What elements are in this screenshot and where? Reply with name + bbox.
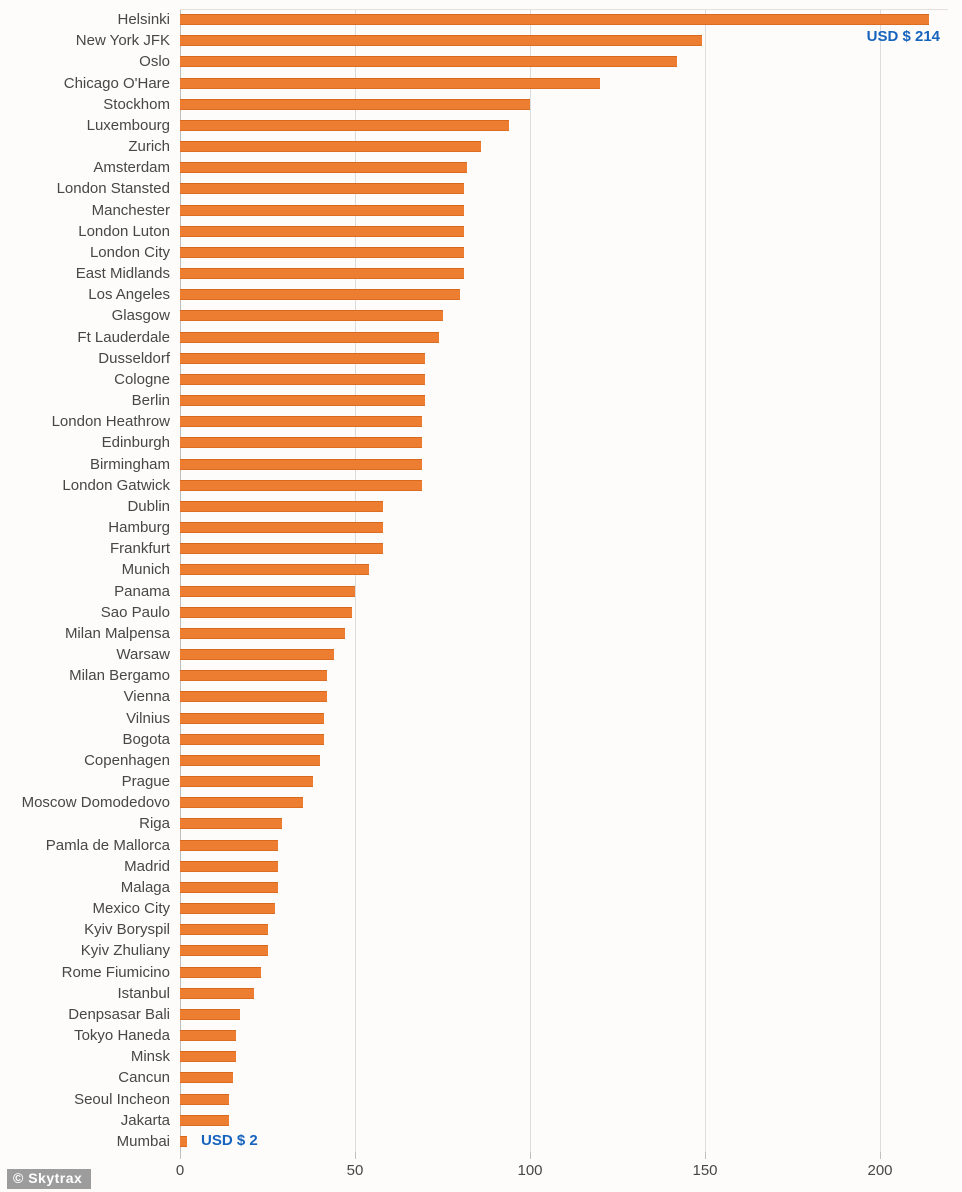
bar: [180, 437, 422, 448]
bar: [180, 501, 383, 512]
bar: [180, 840, 278, 851]
bar: [180, 1094, 229, 1105]
tick-mark: [705, 1152, 706, 1159]
gridline: [705, 9, 706, 1152]
bar: [180, 649, 334, 660]
category-label: Jakarta: [120, 1111, 170, 1129]
tick-label: 150: [692, 1162, 718, 1179]
bar: [180, 988, 254, 999]
plot-top-border: [180, 9, 948, 10]
bar: [180, 289, 460, 300]
category-label: Minsk: [130, 1048, 170, 1066]
bar: [180, 945, 268, 956]
bar: [180, 226, 464, 237]
category-label: Mexico City: [92, 900, 170, 917]
category-label: Dublin: [127, 497, 170, 515]
bar: [180, 480, 422, 491]
gridline: [880, 9, 881, 1152]
category-label: Birmingham: [89, 455, 170, 473]
category-label: Los Angeles: [88, 286, 170, 304]
bar: [180, 416, 422, 427]
tick-label: 100: [517, 1162, 543, 1179]
bar: [180, 78, 600, 89]
bar: [180, 14, 929, 25]
bar: [180, 162, 467, 173]
bar: [180, 1136, 187, 1147]
bar: [180, 1051, 236, 1062]
category-label: Amsterdam: [93, 159, 170, 177]
bar: [180, 734, 324, 745]
bar: [180, 268, 464, 279]
bar: [180, 1072, 233, 1083]
max-value-label: USD $ 214: [866, 28, 940, 45]
category-label: Munich: [121, 561, 170, 579]
category-label: Rome Fiumicino: [61, 963, 170, 981]
bar: [180, 35, 702, 46]
bar: [180, 903, 275, 914]
bar: [180, 120, 509, 131]
category-label: Malaga: [120, 878, 170, 896]
category-label: Seoul Incheon: [74, 1090, 170, 1108]
bar: [180, 628, 345, 639]
bar: [180, 586, 355, 597]
category-label: Hamburg: [108, 519, 170, 536]
bar: [180, 713, 324, 724]
category-label: Bogota: [122, 730, 170, 748]
bar: [180, 543, 383, 554]
bar: [180, 99, 530, 110]
tick-mark: [355, 1152, 356, 1159]
gridline: [355, 9, 356, 1152]
category-label: Milan Bergamo: [69, 667, 170, 685]
bar: [180, 183, 464, 194]
bar: [180, 374, 425, 385]
category-label: Prague: [121, 773, 170, 790]
category-label: Luxembourg: [86, 116, 170, 134]
category-label: Pamla de Mallorca: [45, 836, 170, 854]
value-axis-line: [180, 9, 181, 1152]
bar: [180, 459, 422, 470]
category-label: Glasgow: [111, 307, 170, 325]
category-label: Kyiv Zhuliany: [80, 942, 170, 960]
category-label: Tokyo Haneda: [74, 1027, 170, 1044]
category-label: Istanbul: [117, 984, 170, 1002]
category-label: Panama: [114, 582, 170, 600]
category-label: Zurich: [128, 138, 170, 155]
bar: [180, 776, 313, 787]
category-label: Vienna: [123, 688, 170, 706]
tick-mark: [530, 1152, 531, 1159]
tick-mark: [180, 1152, 181, 1159]
category-label: Dusseldorf: [98, 349, 170, 367]
bar: [180, 395, 425, 406]
category-label: Chicago O'Hare: [63, 74, 170, 92]
category-label: Helsinki: [117, 11, 170, 28]
category-label: Ft Lauderdale: [77, 328, 170, 346]
bar: [180, 924, 268, 935]
bar: [180, 332, 439, 343]
bar: [180, 1030, 236, 1041]
category-label: London Heathrow: [51, 413, 170, 431]
tick-label: 0: [175, 1162, 185, 1179]
category-label: London City: [89, 243, 170, 261]
bar: [180, 755, 320, 766]
bar: [180, 797, 303, 808]
category-label: Edinburgh: [101, 434, 170, 452]
bar: [180, 967, 261, 978]
category-label: London Gatwick: [62, 476, 170, 494]
category-label: Cancun: [118, 1069, 170, 1087]
category-label: Berlin: [131, 392, 170, 409]
bar: [180, 353, 425, 364]
category-label: East Midlands: [75, 265, 170, 282]
skytrax-watermark: © Skytrax: [7, 1169, 91, 1189]
category-label: Milan Malpensa: [64, 624, 170, 642]
category-label: Sao Paulo: [100, 603, 170, 621]
category-label: Copenhagen: [84, 751, 170, 769]
bar: [180, 818, 282, 829]
min-value-label: USD $ 2: [201, 1132, 258, 1149]
bar: [180, 670, 327, 681]
category-label: Stockhom: [103, 95, 170, 113]
category-label: Moscow Domodedovo: [21, 794, 170, 812]
bar: [180, 882, 278, 893]
category-label: Mumbai: [116, 1132, 170, 1150]
category-label: Frankfurt: [109, 540, 170, 558]
bar: [180, 564, 369, 575]
category-label: Oslo: [139, 53, 170, 71]
category-label: Manchester: [91, 201, 170, 219]
bar: [180, 310, 443, 321]
category-label: Denpsasar Bali: [68, 1005, 170, 1023]
bar: [180, 861, 278, 872]
category-label: Cologne: [114, 370, 170, 388]
bar: [180, 56, 677, 67]
category-label: Vilnius: [126, 709, 170, 727]
bar: [180, 247, 464, 258]
category-label: New York JFK: [75, 32, 170, 50]
bar: [180, 522, 383, 533]
category-label: Kyiv Boryspil: [84, 921, 170, 939]
tick-label: 200: [867, 1162, 893, 1179]
bar: [180, 141, 481, 152]
category-label: London Stansted: [56, 180, 170, 198]
bar: [180, 1115, 229, 1126]
category-label: Riga: [139, 815, 170, 833]
gridline: [530, 9, 531, 1152]
bar: [180, 691, 327, 702]
bar: [180, 205, 464, 216]
tick-label: 50: [346, 1162, 364, 1179]
category-label: Madrid: [124, 857, 170, 875]
bar: [180, 607, 352, 618]
category-label: Warsaw: [116, 646, 170, 663]
tick-mark: [880, 1152, 881, 1159]
category-label: London Luton: [78, 222, 170, 240]
bar: [180, 1009, 240, 1020]
